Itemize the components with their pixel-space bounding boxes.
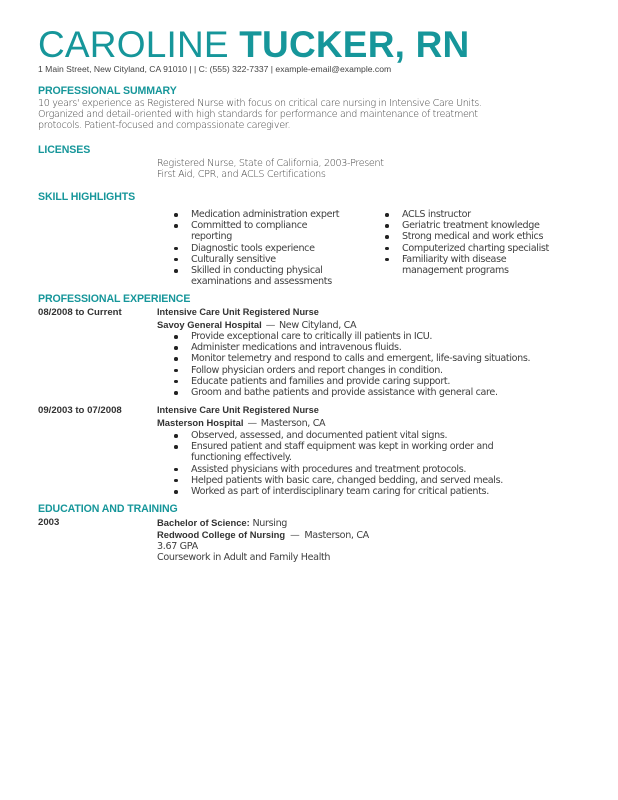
job-dates: 09/2003 to 07/2008 — [38, 405, 122, 416]
job-title: Intensive Care Unit Registered Nurse — [157, 405, 319, 415]
bullet-icon — [174, 335, 178, 339]
skill-item: Geriatric treatment knowledge — [385, 220, 549, 231]
job-bullet: Observed, assessed, and documented patient vital signs. — [174, 430, 503, 441]
summary-line: 10 years' experience as Registered Nurse with focus on critical care nursing in Intensive Care Units. — [38, 98, 482, 109]
coursework: Coursework in Adult and Family Health — [157, 552, 331, 563]
bullet-icon — [174, 479, 178, 483]
job-dates: 08/2008 to Current — [38, 307, 122, 318]
section-heading-skills: SKILL HIGHLIGHTS — [38, 191, 136, 203]
bullet-icon — [174, 445, 178, 449]
summary-text — [38, 98, 482, 132]
gpa: 3.67 GPA — [157, 541, 198, 552]
bullet-icon — [174, 434, 178, 438]
skill-item: Skilled in conducting physical examinations and assessments — [174, 265, 339, 287]
candidate-name — [38, 24, 469, 66]
bullet-icon — [174, 346, 178, 350]
bullet-icon — [385, 247, 389, 251]
license-item: Registered Nurse, State of California, 2003-Present — [157, 158, 384, 169]
skill-item: Committed to compliance reporting — [174, 220, 339, 242]
job-bullet: Monitor telemetry and respond to calls and emergent, life-saving situations. — [174, 353, 530, 364]
job-location: New Cityland, CA — [278, 320, 357, 331]
license-item: First Aid, CPR, and ACLS Certifications — [157, 169, 326, 181]
bullet-icon — [385, 224, 389, 228]
job-bullets — [174, 430, 503, 497]
job-bullets — [174, 331, 530, 398]
school-name: Redwood College of Nursing — [157, 529, 286, 540]
last-name: TUCKER, RN — [239, 24, 470, 65]
job-employer-line — [157, 319, 356, 331]
summary-line: protocols. Patient-focused and compassionate caregiver. — [38, 120, 291, 132]
skill-item: Medication administration expert — [174, 209, 339, 220]
bullet-icon — [174, 224, 178, 228]
bullet-icon — [174, 391, 178, 395]
job-bullet: Groom and bathe patients and provide assistance with general care. — [174, 387, 530, 398]
skill-item: Computerized charting specialist — [385, 243, 549, 254]
job-title: Intensive Care Unit Registered Nurse — [157, 307, 319, 317]
job-bullet: Helped patients with basic care, changed bedding, and served meals. — [174, 475, 503, 486]
job-location: Masterson, CA — [260, 418, 326, 429]
degree-line — [157, 517, 287, 529]
skills-column-1 — [174, 209, 339, 287]
bullet-icon — [174, 213, 178, 217]
bullet-icon — [174, 468, 178, 472]
skill-item: Culturally sensitive — [174, 254, 339, 265]
bullet-icon — [174, 380, 178, 384]
bullet-icon — [174, 490, 178, 494]
school-location: Masterson, CA — [304, 530, 369, 541]
job-employer-line — [157, 417, 325, 429]
separator: — — [265, 320, 275, 331]
job-bullet: Provide exceptional care to critically ill patients in ICU. — [174, 331, 530, 342]
separator: — — [290, 530, 300, 541]
first-name: CAROLINE — [38, 24, 229, 65]
bullet-icon — [174, 369, 178, 373]
section-heading-licenses: LICENSES — [38, 144, 91, 156]
section-heading-experience: PROFESSIONAL EXPERIENCE — [38, 293, 191, 305]
bullet-icon — [174, 247, 178, 251]
bullet-icon — [385, 258, 389, 262]
job-bullet: Assisted physicians with procedures and treatment protocols. — [174, 464, 503, 475]
section-heading-education: EDUCATION AND TRAINING — [38, 503, 178, 515]
employer-name: Masterson Hospital — [157, 417, 244, 428]
skill-item: Diagnostic tools experience — [174, 243, 339, 254]
licenses-list — [157, 158, 384, 180]
degree-field: Nursing — [252, 518, 288, 529]
job-bullet: Ensured patient and staff equipment was kept in working order and functioning effectively. — [174, 441, 503, 463]
skills-column-2 — [385, 209, 549, 276]
summary-line: Organized and detail-oriented with high standards for performance and maintenance of treatment — [38, 109, 478, 121]
job-bullet: Worked as part of interdisciplinary team caring for critical patients. — [174, 486, 503, 497]
skill-item: Familiarity with disease management programs — [385, 254, 549, 276]
degree-label: Bachelor of Science: — [157, 517, 250, 528]
job-bullet: Administer medications and intravenous fluids. — [174, 342, 530, 353]
education-year: 2003 — [38, 517, 60, 528]
bullet-icon — [174, 269, 178, 273]
bullet-icon — [174, 258, 178, 262]
bullet-icon — [385, 213, 389, 217]
school-line — [157, 529, 369, 541]
employer-name: Savoy General Hospital — [157, 319, 262, 330]
bullet-icon — [385, 235, 389, 239]
job-bullet: Follow physician orders and report changes in condition. — [174, 365, 530, 376]
separator: — — [247, 418, 257, 429]
job-bullet: Educate patients and families and provide caring support. — [174, 376, 530, 387]
section-heading-summary: PROFESSIONAL SUMMARY — [38, 85, 177, 97]
bullet-icon — [174, 357, 178, 361]
skill-item: Strong medical and work ethics — [385, 231, 549, 242]
contact-line: 1 Main Street, New Cityland, CA 91010 | | C: (555) 322-7337 | example-email@example.com — [38, 64, 392, 74]
skill-item: ACLS instructor — [385, 209, 549, 220]
